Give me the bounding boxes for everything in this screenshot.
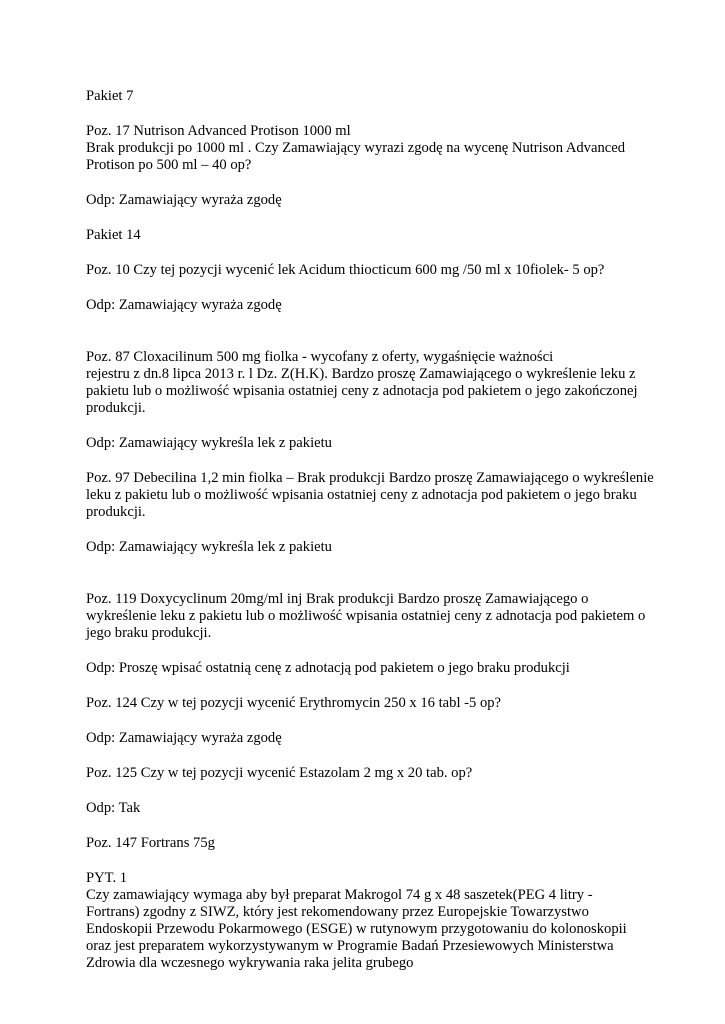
answer-text: Odp: Zamawiający wyraża zgodę <box>86 192 282 208</box>
question-text-line: produkcji. <box>86 400 146 416</box>
question-text-line: Czy zamawiający wymaga aby był preparat Makrogol 74 g x 48 saszetek(PEG 4 litry - <box>86 887 593 903</box>
question-text-line: jego braku produkcji. <box>86 625 212 641</box>
question-text-line: Zdrowia dla wczesnego wykrywania raka jelita grubego <box>86 955 414 971</box>
question-text-poz-125: Poz. 125 Czy w tej pozycji wycenić Estazolam 2 mg x 20 tab. op? <box>86 765 473 781</box>
question-text-poz-87: Poz. 87 Cloxacilinum 500 mg fiolka - wycofany z oferty, wygaśnięcie ważności <box>86 349 554 365</box>
question-text-line: rejestru z dn.8 lipca 2013 r. l Dz. Z(H.K). Bardzo proszę Zamawiającego o wykreślenie leku z <box>86 366 636 382</box>
question-text-line: oraz jest preparatem wykorzystywanym w Programie Badań Przesiewowych Ministerstwa <box>86 938 614 954</box>
question-text-line: produkcji. <box>86 504 146 520</box>
question-text-poz-10: Poz. 10 Czy tej pozycji wycenić lek Acidum thiocticum 600 mg /50 ml x 10fiolek- 5 op? <box>86 262 605 278</box>
question-text-line: Brak produkcji po 1000 ml . Czy Zamawiający wyrazi zgodę na wycenę Nutrison Advanced <box>86 140 625 156</box>
answer-text: Odp: Proszę wpisać ostatnią cenę z adnotacją pod pakietem o jego braku produkcji <box>86 660 570 676</box>
answer-text: Odp: Zamawiający wyraża zgodę <box>86 730 282 746</box>
question-text-line: Endoskopii Przewodu Pokarmowego (ESGE) w rutynowym przygotowaniu do kolonoskopii <box>86 921 627 937</box>
question-text-poz-124: Poz. 124 Czy w tej pozycji wycenić Erythromycin 250 x 16 tabl -5 op? <box>86 695 502 711</box>
question-text-poz-97: Poz. 97 Debecilina 1,2 min fiolka – Brak produkcji Bardzo proszę Zamawiającego o wykreślenie <box>86 470 654 486</box>
answer-text: Odp: Tak <box>86 800 141 816</box>
answer-text: Odp: Zamawiający wykreśla lek z pakietu <box>86 539 332 555</box>
question-label-pyt-1: PYT. 1 <box>86 870 128 886</box>
question-text-poz-119: Poz. 119 Doxycyclinum 20mg/ml inj Brak produkcji Bardzo proszę Zamawiającego o <box>86 591 589 607</box>
question-text-line: wykreślenie leku z pakietu lub o możliwość wpisania ostatniej ceny z adnotacja pod pakietem o <box>86 608 646 624</box>
question-text-line: leku z pakietu lub o możliwość wpisania ostatniej ceny z adnotacja pod pakietem o jego braku <box>86 487 637 503</box>
section-heading-pakiet-7: Pakiet 7 <box>86 88 134 104</box>
answer-text: Odp: Zamawiający wyraża zgodę <box>86 297 282 313</box>
question-text-line: Fortrans) zgodny z SIWZ, który jest rekomendowany przez Europejskie Towarzystwo <box>86 904 589 920</box>
answer-text: Odp: Zamawiający wykreśla lek z pakietu <box>86 435 332 451</box>
section-heading-pakiet-14: Pakiet 14 <box>86 227 141 243</box>
question-heading-poz-147: Poz. 147 Fortrans 75g <box>86 835 215 851</box>
question-text-line: Protison po 500 ml – 40 op? <box>86 157 252 173</box>
question-text-line: pakietu lub o możliwość wpisania ostatniej ceny z adnotacja pod pakietem o jego zakończonej <box>86 383 638 399</box>
question-heading-poz-17: Poz. 17 Nutrison Advanced Protison 1000 ml <box>86 123 351 139</box>
